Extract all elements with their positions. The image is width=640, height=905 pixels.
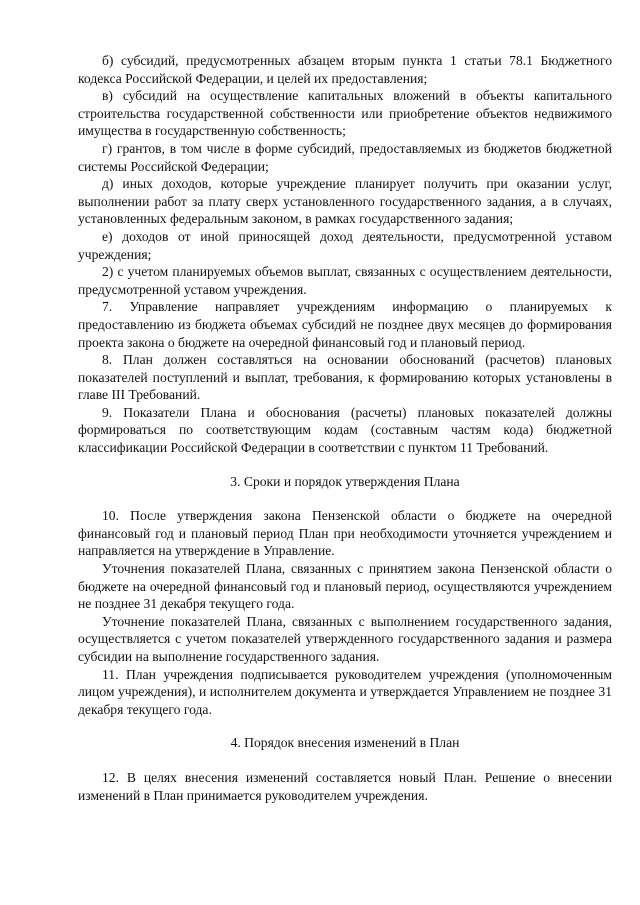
paragraph-grants: г) грантов, в том числе в форме субсидий, предоставляемых из бюджетов бюджетной системы Российской Федерации; xyxy=(78,140,612,174)
section-3-heading: 3. Сроки и порядок утверждения Плана xyxy=(230,473,460,489)
paragraph-other-income: д) иных доходов, которые учреждение планирует получить при оказании услуг, выполнении работ за плату сверх установленного государственного задания, а в случаях, установленных федеральным законом, в рамках государственного задания; xyxy=(78,176,612,227)
paragraph-item-9: 9. Показатели Плана и обоснования (расчеты) плановых показателей должны формироваться по соответствующим кодам (составным частям кода) бюджетной классификации Российской Федерации в соответствии с пунктом 11 Требований. xyxy=(78,404,612,456)
paragraph-item-7: 7. Управление направляет учреждениям информацию о планируемых к предоставлению из бюджета объемах субсидий не позднее двух месяцев до формирования проекта закона о бюджете на очередной финансовый год и плановый период. xyxy=(78,299,612,350)
paragraph-item-12: 12. В целях внесения изменений составляется новый План. Решение о внесении изменений в План принимается руководителем учреждения. xyxy=(78,769,612,803)
paragraph-income-generating-activity: е) доходов от иной приносящей доход деятельности, предусмотренной уставом учреждения; xyxy=(78,228,612,262)
paragraph-item-8: 8. План должен составляться на основании обоснований (расчетов) плановых показателей поступлений и выплат, требования, к формированию которых установлены в главе III Требований. xyxy=(78,352,612,403)
paragraph-clarification-state-task: Уточнение показателей Плана, связанных с выполнением государственного задания, осуществляется с учетом показателей утвержденного государственного задания и размера субсидии на выполнение государственного задания. xyxy=(78,613,612,664)
section-4-heading: 4. Порядок внесения изменений в План xyxy=(230,735,460,751)
paragraph-planned-payments: 2) с учетом планируемых объемов выплат, связанных с осуществлением деятельности, предусмотренной уставом учреждения. xyxy=(78,264,612,297)
paragraph-capital-investments: в) субсидий на осуществление капитальных вложений в объекты капитального строительства государственной собственности или приобретение объектов недвижимого имущества в государственную собственность; xyxy=(78,88,612,139)
paragraph-clarification-budget-law: Уточнения показателей Плана, связанных с принятием закона Пензенской области о бюджете на очередной финансовый год и плановый период, осуществляются учреждением не позднее 31 декабря текущего года. xyxy=(78,561,612,612)
paragraph-item-11: 11. План учреждения подписывается руководителем учреждения (уполномоченным лицом учреждения), и исполнителем документа и утверждается Управлением не позднее 31 декабря текущего года. xyxy=(78,666,612,717)
paragraph-subsidies-78-1: б) субсидий, предусмотренных абзацем вторым пункта 1 статьи 78.1 Бюджетного кодекса Российской Федерации, и целей их предоставления; xyxy=(78,53,612,86)
paragraph-item-10: 10. После утверждения закона Пензенской области о бюджете на очередной финансовый год и плановый период План при необходимости уточняется учреждением и направляется на утверждение в Управление. xyxy=(78,508,612,559)
